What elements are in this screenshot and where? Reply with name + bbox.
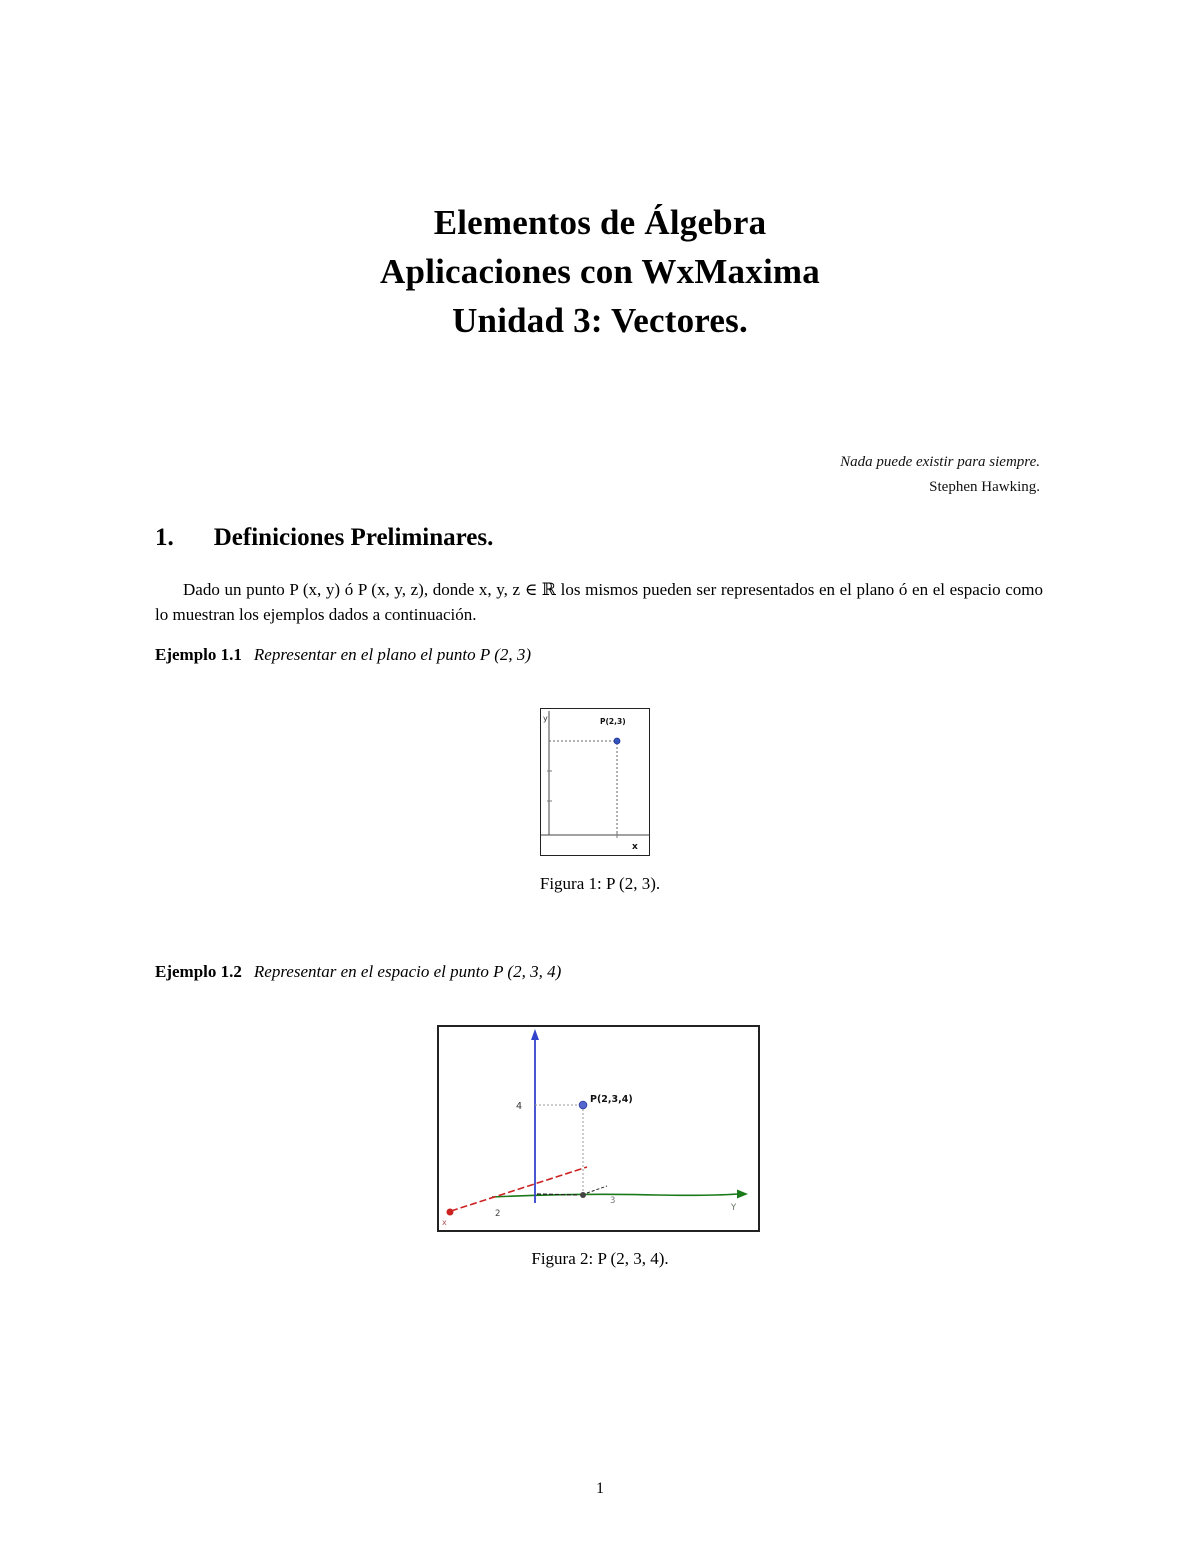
figure-1-y-axis-label: y [543, 714, 548, 723]
figure-2-point-label: P(2,3,4) [590, 1094, 633, 1105]
title-line-3: Unidad 3: Vectores. [452, 301, 748, 340]
figure-2-y-axis-label: Y [731, 1203, 737, 1213]
figure-1-border [541, 709, 650, 856]
figure-2-x-tick-label: 2 [495, 1209, 501, 1219]
figure-2-x-axis-endpoint [447, 1209, 454, 1216]
quote-author: Stephen Hawking. [929, 479, 1040, 495]
figure-1-point [614, 738, 620, 744]
figure-2-plot [437, 1025, 760, 1232]
title-line-1: Elementos de Álgebra [433, 203, 767, 242]
figure-2-svg [437, 1025, 760, 1232]
figure-1-x-axis-label: x [632, 842, 638, 852]
figure-2-z-tick-label: 4 [516, 1101, 523, 1112]
figure-1-svg [540, 708, 650, 856]
title-line-2: Aplicaciones con WxMaxima [380, 252, 820, 291]
epigraph [840, 450, 1040, 500]
figure-1-point-label: P(2,3) [600, 717, 626, 726]
page-number: 1 [596, 1480, 604, 1497]
example-1-2-text: Representar en el espacio el punto P (2, 3, 4) [253, 962, 562, 981]
example-1-1-text: Representar en el plano el punto P (2, 3) [253, 645, 532, 664]
figure-2-x-axis-label: x [442, 1218, 447, 1227]
section-title: Definiciones Preliminares. [213, 524, 494, 551]
document-title [0, 198, 1200, 345]
example-1-1 [155, 645, 531, 665]
intro-paragraph: Dado un punto P (x, y) ó P (x, y, z), donde x, y, z ∈ ℝ los mismos pueden ser representados en el plano ó en el espacio como lo muestran los ejemplos dados a continuación. [155, 580, 1043, 624]
section-number: 1. [155, 524, 174, 551]
figure-2-y-tick-label: 3 [610, 1196, 616, 1206]
figure-1-plot [540, 708, 650, 856]
figure-2-point [579, 1101, 587, 1109]
quote-text: Nada puede existir para siempre. [840, 454, 1040, 470]
section-heading [155, 524, 493, 552]
example-1-2-label: Ejemplo 1.2 [155, 962, 242, 981]
figure-2-base-point [580, 1192, 586, 1198]
figure-1-caption: Figura 1: P (2, 3). [539, 874, 661, 893]
figure-2-caption: Figura 2: P (2, 3, 4). [531, 1249, 669, 1268]
example-1-1-label: Ejemplo 1.1 [155, 645, 242, 664]
example-1-2 [155, 962, 561, 982]
